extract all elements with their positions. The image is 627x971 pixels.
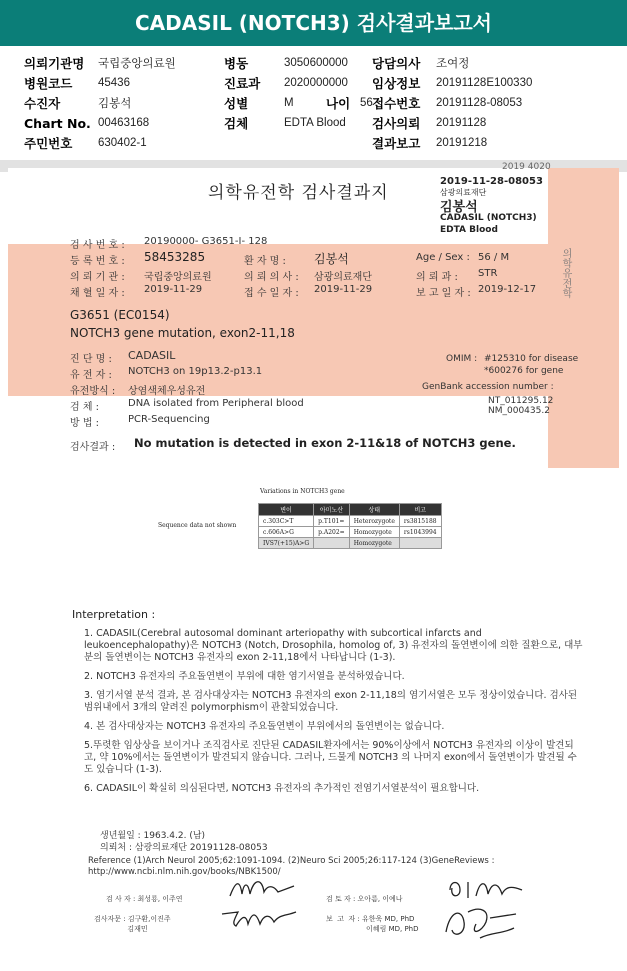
report-date-label: 보 고 일 자 : [416,288,471,299]
table-header: 비고 [399,504,441,516]
field-label: 성별 [224,96,249,111]
result-label: 검사결과 : [70,442,116,453]
sample-label-org: 삼광의료재단 [440,188,487,197]
signer-left-1: 검 사 자 : 최성룡, 이주연 [106,895,183,903]
interpretation-list [84,628,584,802]
interp-item: 4. 본 검사대상자는 NOTCH3 유전자의 주요돌연변이 부위에서의 돌연변이는 없습니다. [84,721,445,732]
field-label: 병동 [224,56,249,71]
field-value: EDTA Blood [284,117,346,129]
test-code: G3651 (EC0154) [70,308,170,322]
field-label: 검사의뢰 [372,116,421,131]
field-value: M [284,97,294,109]
interpretation-title: Interpretation : [72,608,156,621]
field-label: 진료과 [224,76,261,91]
patient: 김봉석 [314,252,349,266]
genbank-nm: NM_000435.2 [488,406,550,416]
hosp: STR [478,268,498,279]
table-cell: Heterozygote [349,516,399,527]
dx: CADASIL [128,349,176,362]
field-label: 병원코드 [24,76,73,91]
sample-label-test: CADASIL (NOTCH3) [440,213,537,223]
field-value: 45436 [98,77,130,89]
table-cell: Homozygote [349,527,399,538]
scanned-report [8,162,619,968]
exam-no-label: 검 사 번 호 : [70,240,125,251]
report-banner: CADASIL (NOTCH3) 검사결과보고서 [0,0,627,46]
method-label: 방 법 : [70,418,100,429]
table-header: 변이 [259,504,314,516]
org-label: 의 뢰 기 관 : [70,272,125,283]
field-value: 조여정 [436,58,470,70]
birth-info: 생년월일 : 1963.4.2. (남) [100,831,206,841]
table-cell: rs1043994 [399,527,441,538]
exam-no: 20190000- G3651-I- 128 [144,236,268,247]
test-name: NOTCH3 gene mutation, exon2-11,18 [70,326,295,340]
interp-item: 2. NOTCH3 유전자의 주요돌연변이 부위에 대한 염기서열을 분석하였습니다. [84,671,405,682]
table-row [259,527,442,538]
specimen: DNA isolated from Peripheral blood [128,398,304,409]
genbank-label: GenBank accession number : [422,382,554,392]
table-cell: p.A202= [314,527,350,538]
field-label: 의뢰기관명 [24,56,85,71]
reg-label: 등 록 번 호 : [70,256,125,267]
inherit: 상염색체우성유전 [128,386,206,397]
report-title: 의학유전학 검사결과지 [208,183,389,203]
field-value: 3050600000 [284,57,348,69]
field-label: 임상정보 [372,76,421,91]
dx-label: 진 단 명 : [70,354,112,365]
field-value: 00463168 [98,117,150,129]
reg-no: 58453285 [144,250,206,264]
table-cell: c.606A>G [259,527,314,538]
field-label: 수진자 [24,96,61,111]
table-cell [314,538,350,549]
field-value: 2020000000 [284,77,348,89]
field-value: 20191128E100330 [436,77,533,89]
omim-gene: *600276 for gene [484,366,564,376]
interp-item: 1. CADASIL(Cerebral autosomal dominant arteriopathy with subcortical infarcts and leukoencephalopathy)은 NOTCH3 (Notch, Drosophila, homolog of, 3) 유전자의 돌연변이에 의한 질환으로, 대부분의 돌연변이는 NOTCH3 유전자의 exon 2-11,18에서 나타납니다 (1-3). [84,628,583,663]
table-cell: c.303C>T [259,516,314,527]
interp-item: 3. 염기서열 분석 결과, 본 검사대상자는 NOTCH3 유전자의 exon 2-11,18의 염기서열은 모두 정상이었습니다. 검사된 범위내에서 3개의 알려진 polymorphism이 관찰되었습니다. [84,690,578,713]
omim-disease: #125310 for disease [484,354,579,364]
table-row [259,516,442,527]
variations-title: Variations in NOTCH3 gene [260,488,345,495]
inherit-label: 유전방식 : [70,386,116,397]
field-value: 20191218 [436,137,488,149]
table-cell: rs3815188 [399,516,441,527]
age: 56 / M [478,252,510,263]
hosp-label: 의 뢰 과 : [416,272,458,283]
header-info [24,54,604,154]
variation-table [258,503,442,549]
clinic-info: 의뢰처 : 삼광의료재단 20191128-08053 [100,843,268,853]
field-value: 국립중앙의료원 [98,58,176,70]
method: PCR-Sequencing [128,414,210,425]
field-label: 나이 [326,96,351,111]
draw-date: 2019-11-29 [144,284,203,295]
report-date: 2019-12-17 [478,284,537,295]
interp-item: 6. CADASIL이 확실히 의심된다면, NOTCH3 유전자의 추가적인 전염기서열분석이 필요합니다. [84,783,480,794]
sample-label-name: 김봉석 [440,200,478,215]
org: 국립중앙의료원 [144,272,212,283]
signer-right-1: 검 토 자 : 오아름, 이예나 [326,895,403,903]
genbank-nt: NT_011295.12 [488,396,554,406]
signature-3 [446,876,526,902]
field-label: Chart No. [24,115,91,131]
side-text: 의학유전학 [560,248,571,298]
recv-date: 2019-11-29 [314,284,373,295]
highlight-side [548,168,619,468]
field-value: 20191128-08053 [436,97,523,109]
field-label: 당담의사 [372,56,421,71]
sample-label-date: 2019-11-28-08053 [440,176,543,187]
draw-label: 채 혈 일 자 : [70,288,125,299]
field-label: 접수번호 [372,96,421,111]
age-label: Age / Sex : [416,252,470,263]
doctor: 삼광의료재단 [314,272,372,283]
field-label: 주민번호 [24,136,73,151]
table-cell: IVS7(+15)A>G [259,538,314,549]
recv-label: 접 수 일 자 : [244,288,299,299]
signer-left-2: 검사자문 : 김구환,이진주 김재민 [94,915,171,933]
interp-item: 5.뚜렷한 임상상을 보이거나 조직검사로 진단된 CADASIL환자에서는 90%이상에서 NOTCH3 유전자의 이상이 발견되고, 약 10%에서는 돌연변이가 발견되지 않습니다. 그러나, 드물게 NOTCH3 의 나머지 exon에서 돌연변이가 발견될 수도 있습니다 (1-3). [84,740,577,775]
table-cell [399,538,441,549]
signer-right-2: 보 고 자 : 유한욱 MD, PhD 이혜림 MD, PhD [326,915,419,933]
field-value: 김봉석 [98,98,132,110]
signature-4 [440,902,520,942]
table-row [259,538,442,549]
gene: NOTCH3 on 19p13.2-p13.1 [128,366,263,377]
omim-label: OMIM : [446,354,478,364]
signature-1 [228,876,298,902]
field-label: 결과보고 [372,136,421,151]
table-header: 상태 [349,504,399,516]
table-cell: p.T101= [314,516,350,527]
sample-label-specimen: EDTA Blood [440,225,498,235]
table-header: 아미노산 [314,504,350,516]
top-numbers: 2019 4020 [502,162,551,172]
gene-label: 유 전 자 : [70,370,112,381]
result-text: No mutation is detected in exon 2-11&18 of NOTCH3 gene. [134,436,516,450]
field-value: 630402-1 [98,137,147,149]
doctor-label: 의 뢰 의 사 : [244,272,299,283]
sequence-note: Sequence data not shown [158,522,237,529]
field-label: 검체 [224,116,249,131]
field-value: 56 [360,97,373,109]
specimen-label: 검 체 : [70,402,100,413]
table-cell: Homozygote [349,538,399,549]
reference: Reference (1)Arch Neurol 2005;62:1091-1094. (2)Neuro Sci 2005;26:117-124 (3)GeneReviews : http://www.ncbi.nlm.nih.gov/books/NBK1500/ [88,856,495,877]
field-value: 20191128 [436,117,487,129]
signature-2 [220,906,300,930]
patient-label: 환 자 명 : [244,256,286,267]
